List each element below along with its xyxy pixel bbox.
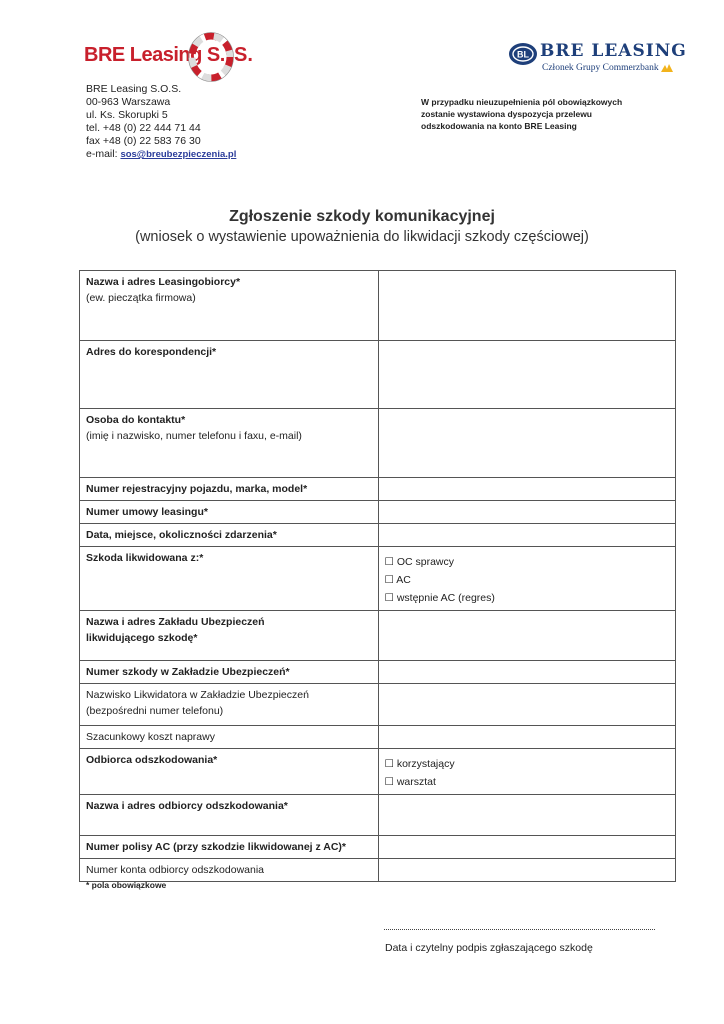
form-row-account [80,859,676,882]
notice-line: odszkodowania na konto BRE Leasing [421,121,577,131]
checkbox-icon: ☐ [384,592,394,604]
field-label: Odbiorca odszkodowania* [86,754,218,766]
ac-policy-number-field[interactable] [378,836,676,859]
missing-fields-notice [421,96,681,132]
email-link[interactable]: sos@breubezpieczenia.pl [120,149,237,160]
field-label: Numer umowy leasingu* [86,506,208,518]
address-line: BRE Leasing S.O.S. [86,83,182,95]
field-label: Nazwa i adres Zakładu Ubezpieczeń [86,616,265,628]
field-label-cell [80,684,379,726]
address-fax: fax +48 (0) 22 583 76 30 [86,135,201,147]
option-warsztat[interactable] [385,773,670,791]
option-label: OC sprawcy [396,556,455,568]
field-label-cell [80,341,379,409]
option-oc-sprawcy[interactable] [385,553,670,571]
option-label: wstępnie AC (regres) [396,592,495,604]
address-line: 00-963 Warszawa [86,96,171,108]
form-row-policy [80,836,676,859]
form-row-repair-cost [80,726,676,749]
bre-emblem-icon [508,42,538,66]
claim-form-table [79,270,676,882]
form-row-recipient-address [80,795,676,836]
field-label: Osoba do kontaktu* [86,414,186,426]
correspondence-address-field[interactable] [378,341,676,409]
option-label: korzystający [396,758,455,770]
notice-line: W przypadku nieuzupełnienia pól obowiązkowych [421,97,623,107]
bre-leasing-sos-logo [84,30,254,84]
field-note: (ew. pieczątka firmowa) [86,292,196,304]
form-row-registration [80,478,676,501]
field-note: (bezpośredni numer telefonu) [86,705,224,717]
checkbox-icon: ☐ [384,574,394,586]
form-row-recipient [80,749,676,795]
recipient-name-address-field[interactable] [378,795,676,836]
field-label-cell [80,409,379,478]
form-row-incident [80,524,676,547]
logo-right-brand: BRE LEASING [540,41,687,61]
form-row-lessee [80,271,676,341]
field-label: Adres do korespondencji* [86,346,217,358]
form-row-insurer [80,611,676,661]
field-label: likwidującego szkodę* [86,632,198,644]
contact-person-field[interactable] [378,409,676,478]
document-title: Zgłoszenie szkody komunikacyjnej [229,208,495,225]
field-label: Numer polisy AC (przy szkodzie likwidowanej z AC)* [86,841,347,853]
address-email-row [86,148,236,161]
logo-left-brand: BRE Leasing S. [84,44,225,66]
form-row-correspondence [80,341,676,409]
form-row-claim-source [80,547,676,611]
bre-leasing-logo [508,41,687,76]
recipient-options [378,749,676,795]
field-label: Numer rejestracyjny pojazdu, marka, model* [86,483,308,495]
field-label: Numer konta odbiorcy odszkodowania [86,864,265,876]
lessee-name-address-field[interactable] [378,271,676,341]
option-korzystajacy[interactable] [385,755,670,773]
repair-cost-field[interactable] [378,726,676,749]
field-label: Nazwisko Likwidatora w Zakładzie Ubezpieczeń [86,689,309,701]
checkbox-icon: ☐ [384,776,394,788]
form-row-adjuster [80,684,676,726]
svg-text:BL: BL [517,49,529,60]
claim-number-field[interactable] [378,661,676,684]
incident-details-field[interactable] [378,524,676,547]
option-label: warsztat [396,776,436,788]
recipient-account-field[interactable] [378,859,676,882]
form-row-contact [80,409,676,478]
insurer-name-address-field[interactable] [378,611,676,661]
notice-line: zostanie wystawiona dyspozycja przelewu [421,109,592,119]
field-label-cell [80,795,379,836]
lifebuoy-icon [188,32,234,82]
field-label-cell [80,749,379,795]
checkbox-icon: ☐ [384,758,394,770]
field-label-cell [80,726,379,749]
required-fields-footnote: * pola obowiązkowe [86,880,167,890]
option-ac-regres[interactable] [385,589,670,607]
field-label-cell [80,524,379,547]
field-label-cell [80,611,379,661]
logo-right-tagline: Członek Grupy Commerzbank [542,63,659,73]
logo-left-suffix: S. [234,44,253,66]
option-label: AC [396,574,411,586]
signature-line[interactable] [384,929,655,930]
email-label: e-mail: [86,148,118,160]
field-label: Szacunkowy koszt naprawy [86,731,215,743]
leasing-contract-number-field[interactable] [378,501,676,524]
field-note: (imię i nazwisko, numer telefonu i faxu, e-mail) [86,430,302,442]
field-label: Szkoda likwidowana z:* [86,552,204,564]
commerzbank-ribbon-icon [660,63,674,73]
field-label: Numer szkody w Zakładzie Ubezpieczeń* [86,666,290,678]
document-subtitle: (wniosek o wystawienie upoważnienia do likwidacji szkody częściowej) [135,229,589,245]
field-label: Nazwa i adres odbiorcy odszkodowania* [86,800,288,812]
address-phone: tel. +48 (0) 22 444 71 44 [86,122,201,134]
option-ac[interactable] [385,571,670,589]
claim-source-options [378,547,676,611]
company-address [86,83,236,161]
field-label: Data, miejsce, okoliczności zdarzenia* [86,529,277,541]
field-label-cell [80,271,379,341]
field-label-cell [80,478,379,501]
field-label-cell [80,547,379,611]
field-label-cell [80,836,379,859]
address-line: ul. Ks. Skorupki 5 [86,109,168,121]
field-label-cell [80,501,379,524]
form-row-contract [80,501,676,524]
field-label-cell [80,859,379,882]
form-row-claim-number [80,661,676,684]
signature-caption: Data i czytelny podpis zgłaszającego szkodę [385,942,593,954]
checkbox-icon: ☐ [384,556,394,568]
vehicle-registration-field[interactable] [378,478,676,501]
field-label-cell [80,661,379,684]
adjuster-name-field[interactable] [378,684,676,726]
field-label: Nazwa i adres Leasingobiorcy* [86,276,241,288]
